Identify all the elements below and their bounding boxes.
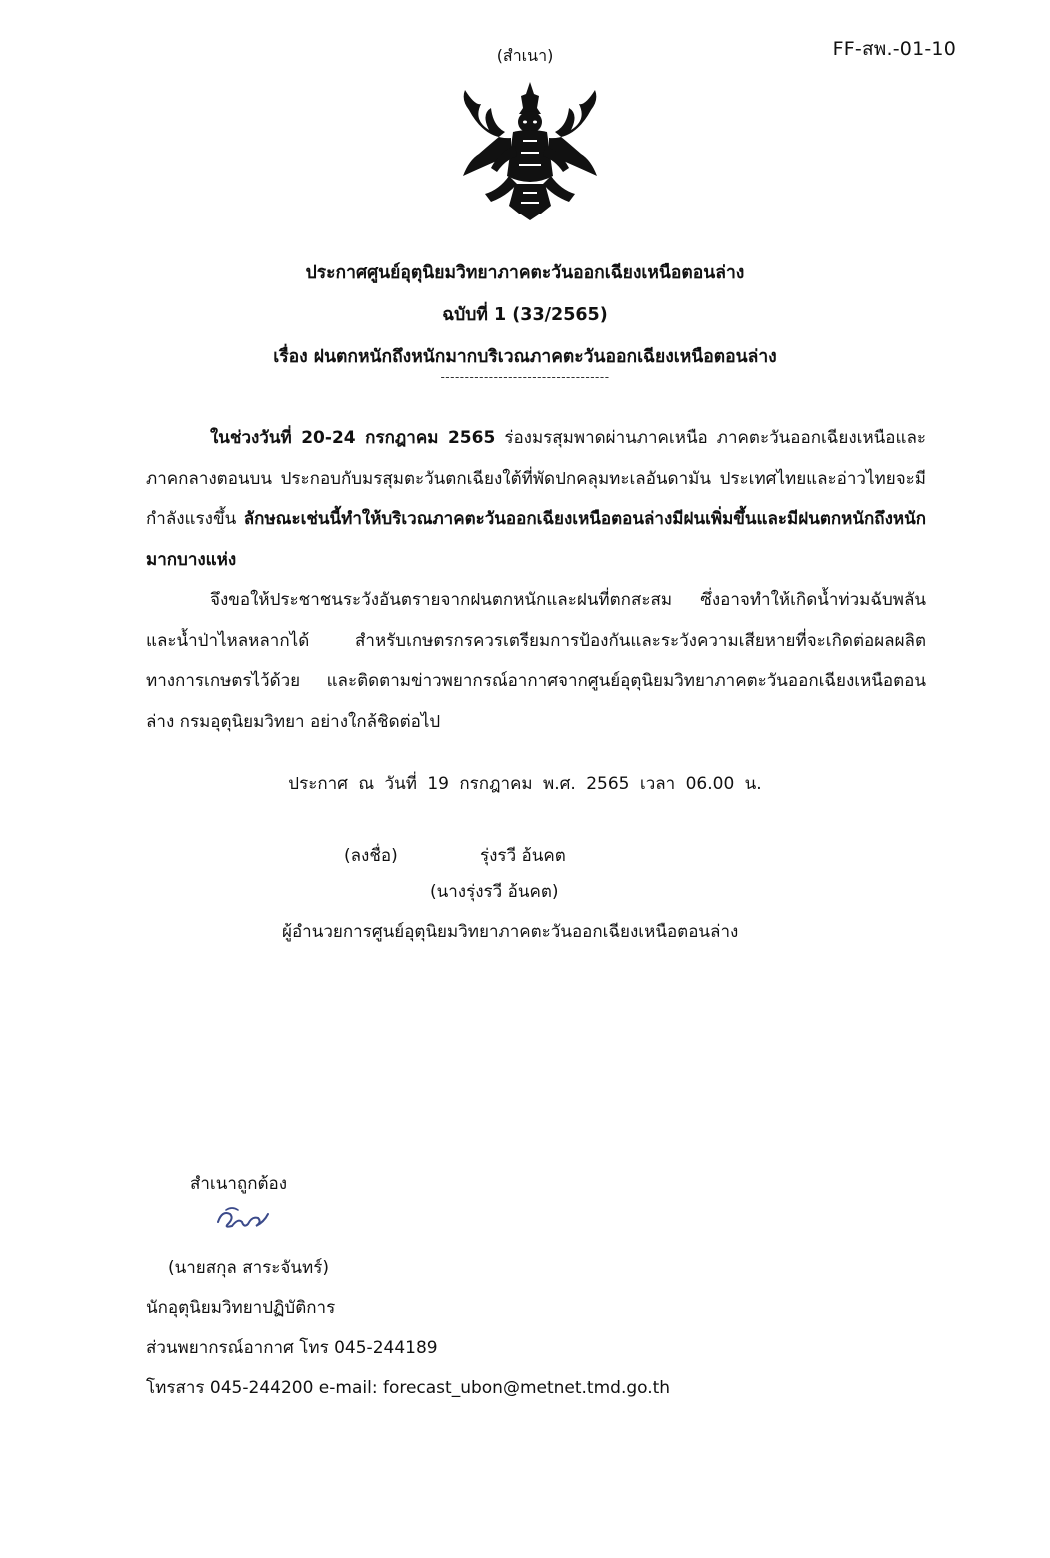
signed-label: (ลงชื่อ) (344, 846, 398, 866)
signer-name: (นางรุ่งรวี อ้นคต) (430, 882, 559, 902)
signed-name: รุ่งรวี อ้นคต (480, 846, 566, 866)
document-code: FF-สพ.-01-10 (832, 38, 956, 60)
paragraph-1-text: ร่องมรสุมพาดผ่านภาคเหนือ ภาคตะวันออกเฉียงเหนือและภาคกลางตอนบน ประกอบกับมรสุมตะวันตกเฉียงใต้ที่พัดปกคลุมทะเลอันดามัน ประเทศไทยและอ่าวไทยจะมีกำลังแรงขึ้น (146, 428, 926, 529)
paragraph-2: จึงขอให้ประชาชนระวังอันตรายจากฝนตกหนักและฝนที่ตกสะสม ซึ่งอาจทำให้เกิดน้ำท่วมฉับพลันและน้ำป่าไหลหลากได้ สำหรับเกษตรกรควรเตรียมการป้องกันและระวังความเสียหายที่จะเกิดต่อผลผลิตทางการเกษตรไว้ด้วย และติดตามข่าวพยากรณ์อากาศจากศูนย์อุตุนิยมวิทยาภาคตะวันออกเฉียงเหนือตอนล่าง กรมอุตุนิยมวิทยา อย่างใกล้ชิดต่อไป (146, 590, 926, 732)
signer-title: ผู้อำนวยการศูนย์อุตุนิยมวิทยาภาคตะวันออกเฉียงเหนือตอนล่าง (282, 922, 739, 942)
announcement-title (0, 258, 1050, 384)
announcement-body (146, 418, 926, 742)
garuda-emblem-icon (455, 80, 605, 220)
paragraph-1-bold-end: ลักษณะเช่นนี้ทำให้บริเวณภาคตะวันออกเฉียงเหนือตอนล่างมีฝนเพิ่มขึ้นและมีฝนตกหนักถึงหนักมากบางแห่ง (146, 509, 926, 570)
title-line-3: เรื่อง ฝนตกหนักถึงหนักมากบริเวณภาคตะวันออกเฉียงเหนือตอนล่าง (273, 347, 777, 367)
fax-email: โทรสาร 045-244200 e-mail: forecast_ubon@metnet.tmd.go.th (146, 1378, 671, 1398)
paragraph-1 (146, 418, 926, 580)
separator-line: ----------------------------------- (440, 370, 610, 384)
title-line-1: ประกาศศูนย์อุตุนิยมวิทยาภาคตะวันออกเฉียงเหนือตอนล่าง (305, 263, 745, 283)
paragraph-1-bold-start: ในช่วงวันที่ 20-24 กรกฎาคม 2565 (210, 428, 496, 448)
certifier-name: (นายสกุล สาระจันทร์) (168, 1258, 329, 1278)
handwritten-signature (212, 1200, 272, 1236)
division-phone: ส่วนพยากรณ์อากาศ โทร 045-244189 (146, 1338, 438, 1358)
certifier-position: นักอุตุนิยมวิทยาปฏิบัติการ (146, 1298, 336, 1318)
certified-copy-label: สำเนาถูกต้อง (190, 1174, 288, 1194)
announcement-date: ประกาศ ณ วันที่ 19 กรกฎาคม พ.ศ. 2565 เวลา 06.00 น. (288, 774, 762, 794)
certification-block (146, 1248, 670, 1408)
title-line-2: ฉบับที่ 1 (33/2565) (442, 305, 608, 325)
copy-mark: (สำเนา) (496, 46, 554, 65)
